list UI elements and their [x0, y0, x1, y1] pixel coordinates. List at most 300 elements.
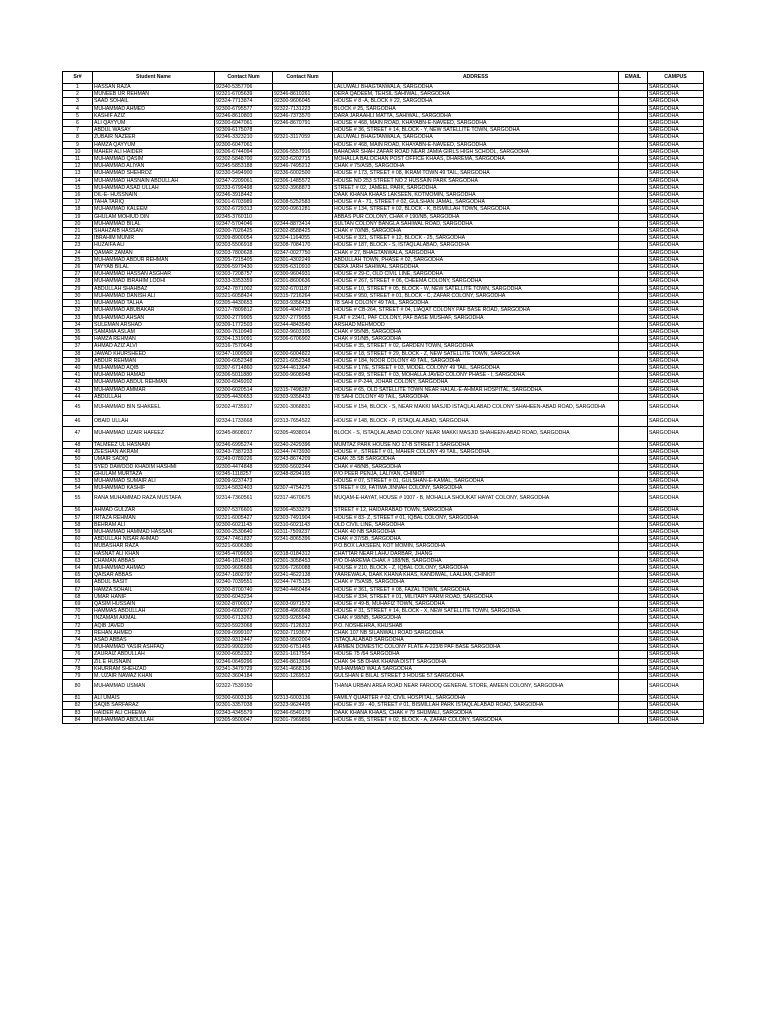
cell-email: [619, 278, 648, 285]
cell-contact-num-2: 92323-9624495: [273, 702, 333, 709]
cell-campus: SARGODHA: [648, 134, 704, 141]
cell-student-name: HUZAIFA ALI: [93, 242, 215, 249]
cell-campus: SARGODHA: [648, 586, 704, 593]
cell-email: [619, 105, 648, 112]
cell-student-name: MAHER ALI HAIDER: [93, 148, 215, 155]
cell-email: [619, 637, 648, 644]
cell-contact-num-2: 92303-9358433: [273, 393, 333, 400]
cell-address: CHAK # 75/ASB, SARGODHA: [333, 579, 619, 586]
cell-campus: SARGODHA: [648, 441, 704, 448]
cell-sr: 11: [63, 156, 93, 163]
cell-contact-num-2: 92306-4040728: [273, 307, 333, 314]
table-row: [63, 393, 704, 400]
cell-contact-num-2: 92306-6706902: [273, 336, 333, 343]
cell-email: [619, 235, 648, 242]
cell-student-name: ZAURAIZ ABDULLAH: [93, 651, 215, 658]
table-row: [63, 278, 704, 285]
cell-address: OLD CIVIL LINE, SARGODHA: [333, 521, 619, 528]
cell-email: [619, 680, 648, 695]
cell-contact-num-1: 92300-7610949: [215, 328, 273, 335]
cell-campus: SARGODHA: [648, 601, 704, 608]
cell-student-name: ALI QAYYUM: [93, 120, 215, 127]
cell-student-name: IRTAZA REHMAN: [93, 514, 215, 521]
cell-contact-num-1: 92301-6703989: [215, 199, 273, 206]
cell-campus: SARGODHA: [648, 321, 704, 328]
cell-sr: 8: [63, 134, 93, 141]
cell-sr: 21: [63, 228, 93, 235]
cell-campus: SARGODHA: [648, 278, 704, 285]
cell-student-name: MUHAMMAD BILAL: [93, 220, 215, 227]
header-campus: CAMPUS: [648, 72, 704, 84]
cell-contact-num-2: 92311-7509237: [273, 528, 333, 535]
cell-address: CHAK # 37/SB, SARGODHA: [333, 536, 619, 543]
cell-contact-num-2: 92321-3117059: [273, 134, 333, 141]
cell-contact-num-2: 92346-8613694: [273, 658, 333, 665]
table-row: [63, 386, 704, 393]
cell-address: MUHAMMAD WALA SARGODHA: [333, 665, 619, 672]
cell-email: [619, 379, 648, 386]
cell-contact-num-2: 92301-7126312: [273, 622, 333, 629]
cell-student-name: KHURRAM SHEHZAD: [93, 665, 215, 672]
table-row: [63, 336, 704, 343]
cell-contact-num-2: [273, 343, 333, 350]
cell-contact-num-1: 92347-1802797: [215, 572, 273, 579]
cell-campus: SARGODHA: [648, 249, 704, 256]
cell-contact-num-1: 92306-5011880: [215, 372, 273, 379]
cell-contact-num-2: 92302-8588425: [273, 228, 333, 235]
cell-sr: 65: [63, 572, 93, 579]
table-row: [63, 579, 704, 586]
cell-address: HOUSE # 468, MAIN ROAD, KHAYABN-E-NAVEED, SARGODHA: [333, 141, 619, 148]
cell-sr: 54: [63, 485, 93, 492]
table-row: [63, 477, 704, 484]
cell-sr: 76: [63, 651, 93, 658]
cell-sr: 82: [63, 702, 93, 709]
cell-contact-num-2: 92306-4533279: [273, 507, 333, 514]
cell-campus: SARGODHA: [648, 415, 704, 426]
cell-sr: 60: [63, 536, 93, 543]
cell-student-name: ABDUR REHMAN: [93, 357, 215, 364]
cell-contact-num-2: [273, 543, 333, 550]
cell-campus: SARGODHA: [648, 579, 704, 586]
cell-student-name: QAMAR ZAMAN: [93, 249, 215, 256]
cell-student-name: TAYYAB BILAL: [93, 264, 215, 271]
table-row: [63, 470, 704, 477]
cell-campus: SARGODHA: [648, 543, 704, 550]
cell-email: [619, 716, 648, 723]
cell-sr: 77: [63, 658, 93, 665]
cell-campus: SARGODHA: [648, 220, 704, 227]
cell-student-name: ABDULLAH SHAHBAZ: [93, 285, 215, 292]
cell-campus: SARGODHA: [648, 477, 704, 484]
cell-address: HOUSE # 8 -A, BLOCK # 22, SARGODHA: [333, 98, 619, 105]
cell-contact-num-1: 92346-6995274: [215, 441, 273, 448]
cell-email: [619, 564, 648, 571]
cell-contact-num-2: 92303-7491904: [273, 514, 333, 521]
cell-contact-num-1: 92300-2779905: [215, 314, 273, 321]
cell-contact-num-1: 92320-9902200: [215, 644, 273, 651]
cell-email: [619, 456, 648, 463]
table-row: [63, 271, 704, 278]
cell-sr: 57: [63, 514, 93, 521]
cell-contact-num-1: 92301-3357038: [215, 702, 273, 709]
cell-address: CHAK # 48/NB, SARGODHA: [333, 463, 619, 470]
cell-contact-num-2: 92340-4460484: [273, 586, 333, 593]
cell-sr: 30: [63, 292, 93, 299]
cell-campus: SARGODHA: [648, 292, 704, 299]
cell-student-name: MUHAMMAD ABDULLAH: [93, 716, 215, 723]
cell-sr: 72: [63, 622, 93, 629]
cell-sr: 80: [63, 680, 93, 695]
cell-student-name: HASSAN RAZA: [93, 84, 215, 91]
cell-student-name: ABDULLAH NISAR AHMAD: [93, 536, 215, 543]
cell-campus: SARGODHA: [648, 105, 704, 112]
cell-address: HOUSE # 85, STREET # 02, BLOCK - A, ZAFAR COLONY, SARGODHA: [333, 716, 619, 723]
table-row: [63, 702, 704, 709]
cell-campus: SARGODHA: [648, 307, 704, 314]
header-address: ADDRESS: [333, 72, 619, 84]
cell-email: [619, 213, 648, 220]
table-row: [63, 156, 704, 163]
cell-email: [619, 608, 648, 615]
cell-student-name: MUHAMMAD USMAN: [93, 680, 215, 695]
cell-contact-num-1: 92306-5979430: [215, 264, 273, 271]
cell-contact-num-1: 92300-6047061: [215, 141, 273, 148]
cell-campus: SARGODHA: [648, 372, 704, 379]
table-row: [63, 192, 704, 199]
cell-contact-num-2: 92304-1164055: [273, 235, 333, 242]
cell-address: THANA URBAN AREA ROAD NEAR FAROOQ GENERAL STORE, AMEEN COLONY, SARGODHA: [333, 680, 619, 695]
cell-student-name: ZEESHAN AKRAM: [93, 449, 215, 456]
cell-student-name: ABDULLAH: [93, 393, 215, 400]
cell-student-name: HASNAT ALI KHAN: [93, 550, 215, 557]
cell-contact-num-1: 92300-4474848: [215, 463, 273, 470]
cell-contact-num-2: 92317-4670675: [273, 492, 333, 507]
cell-address: CHAK # 27, BHAGTANWALA, SARGODHA: [333, 249, 619, 256]
cell-contact-num-2: 92347-0027750: [273, 249, 333, 256]
table-row: [63, 492, 704, 507]
cell-email: [619, 184, 648, 191]
cell-contact-num-1: 92347-5704046: [215, 220, 273, 227]
cell-address: P/O PEER PENJA, LALIYAN, CHINIOT: [333, 470, 619, 477]
cell-contact-num-1: 92347-1009509: [215, 350, 273, 357]
cell-student-name: CHAMAN ABBAS: [93, 557, 215, 564]
cell-sr: 29: [63, 285, 93, 292]
cell-student-name: ZUBAIR NAZEER: [93, 134, 215, 141]
table-row: [63, 364, 704, 371]
cell-contact-num-2: 92300-5602344: [273, 463, 333, 470]
cell-campus: SARGODHA: [648, 572, 704, 579]
table-row: [63, 680, 704, 695]
cell-sr: 31: [63, 300, 93, 307]
cell-sr: 78: [63, 665, 93, 672]
cell-student-name: MUHAMMAD AQIB: [93, 364, 215, 371]
table-row: [63, 608, 704, 615]
cell-sr: 19: [63, 213, 93, 220]
cell-email: [619, 285, 648, 292]
table-row: [63, 120, 704, 127]
cell-contact-num-2: 92301-4302249: [273, 256, 333, 263]
cell-contact-num-2: [273, 477, 333, 484]
table-row: [63, 644, 704, 651]
cell-student-name: BEHRAM ALI: [93, 521, 215, 528]
cell-sr: 37: [63, 343, 93, 350]
cell-sr: 22: [63, 235, 93, 242]
cell-contact-num-1: 92303-7208757: [215, 271, 273, 278]
cell-campus: SARGODHA: [648, 199, 704, 206]
cell-contact-num-2: 92305-4938014: [273, 426, 333, 441]
cell-contact-num-2: 92348-8294165: [273, 470, 333, 477]
table-row: [63, 622, 704, 629]
cell-campus: SARGODHA: [648, 557, 704, 564]
cell-contact-num-2: 92308-5252583: [273, 199, 333, 206]
cell-address: HOUSE # 17/E, STREET # 03, MODEL COLONY 49 TAIL, SARGODHA: [333, 364, 619, 371]
cell-contact-num-1: 92307-6714860: [215, 364, 273, 371]
cell-contact-num-2: 92318-0184312: [273, 550, 333, 557]
cell-sr: 24: [63, 249, 93, 256]
cell-contact-num-2: [273, 127, 333, 134]
table-row: [63, 463, 704, 470]
cell-student-name: MUHAMMAD AHMED: [93, 105, 215, 112]
cell-campus: SARGODHA: [648, 177, 704, 184]
cell-address: DAAK KHANA KHAAS, CHAK # 79 SHUMALI, SARGODHA: [333, 709, 619, 716]
cell-student-name: MUHAMMAD SHEHROZ: [93, 170, 215, 177]
cell-address: HOUSE # 31, STREET # 14, BLOCK - X, NEW SATELLITE TOWN, SARGODHA: [333, 608, 619, 615]
cell-sr: 35: [63, 328, 93, 335]
cell-contact-num-1: 92342-7871002: [215, 285, 273, 292]
cell-student-name: QASIM HUSSAIN: [93, 601, 215, 608]
cell-sr: 10: [63, 148, 93, 155]
cell-contact-num-2: 92307-2779955: [273, 314, 333, 321]
cell-email: [619, 242, 648, 249]
cell-campus: SARGODHA: [648, 400, 704, 415]
cell-contact-num-2: 92306-5557916: [273, 148, 333, 155]
cell-student-name: MUHAMMAD ALIYAN: [93, 163, 215, 170]
cell-contact-num-1: 92300-6003136: [215, 695, 273, 702]
cell-contact-num-1: 92349-0789226: [215, 456, 273, 463]
cell-sr: 51: [63, 463, 93, 470]
cell-student-name: TAHA TARIQ: [93, 199, 215, 206]
cell-email: [619, 156, 648, 163]
table-row: [63, 350, 704, 357]
cell-sr: 4: [63, 105, 93, 112]
cell-contact-num-1: 92320-5923068: [215, 622, 273, 629]
cell-email: [619, 249, 648, 256]
cell-address: MOHALLA BALOCHAN POST OFFICE KHAAS, DHAREMA, SARGODHA: [333, 156, 619, 163]
cell-email: [619, 507, 648, 514]
cell-email: [619, 141, 648, 148]
cell-contact-num-1: 92333-6799498: [215, 184, 273, 191]
cell-address: HOUSE # 39 - 40, STREET # 01, BISMILLAH PARK ISTAQLALABAD ROAD, SARGODHA: [333, 702, 619, 709]
cell-address: CHAK 40 NB SARGODHA: [333, 528, 619, 535]
cell-address: BAHADAR SHAH ZAFAR ROAD NEAR JAMIA GIRLS HIGH SCHOOL, SARGODHA: [333, 148, 619, 155]
cell-contact-num-1: 92300-2530640: [215, 528, 273, 535]
cell-address: STREET # 12, HAIDARABAD TOWN, SARGODHA: [333, 507, 619, 514]
table-row: [63, 98, 704, 105]
cell-contact-num-2: 92303-9265942: [273, 615, 333, 622]
cell-student-name: MUHAMMAD UZAIR HAFEEZ: [93, 426, 215, 441]
cell-contact-num-2: 92300-6751465: [273, 644, 333, 651]
cell-student-name: MUHAMMAD HAMMAD HASSAN: [93, 528, 215, 535]
cell-contact-num-1: 92345-3760110: [215, 213, 273, 220]
cell-email: [619, 528, 648, 535]
cell-email: [619, 386, 648, 393]
cell-address: STREET # 09, FATIMA JINNAH COLONY, SARGODHA: [333, 485, 619, 492]
cell-address: AIRMEN DOMESTIC COLONY FLATE A-223/8 PAF BASE SARGODHA: [333, 644, 619, 651]
table-row: [63, 343, 704, 350]
cell-contact-num-1: 92330-5494900: [215, 170, 273, 177]
cell-address: HOUSE # CB-264, STREET # 04, LIAQAT COLONY PAF BASE ROAD, SARGODHA: [333, 307, 619, 314]
cell-address: ABBAS PUR COLONY, CHAK # 190/NB, SARGODHA: [333, 213, 619, 220]
cell-student-name: INZAMAM AKMAL: [93, 615, 215, 622]
cell-sr: 79: [63, 673, 93, 680]
cell-contact-num-2: 92322-7131223: [273, 105, 333, 112]
cell-contact-num-2: 92301-8600636: [273, 278, 333, 285]
cell-sr: 66: [63, 579, 93, 586]
table-row: [63, 199, 704, 206]
cell-contact-num-1: 92302-8700017: [215, 601, 273, 608]
cell-email: [619, 644, 648, 651]
table-row: [63, 514, 704, 521]
cell-address: HOUSE # 83- Z, STREET # 01, IQBAL COLONY, SARGODHA: [333, 514, 619, 521]
cell-email: [619, 300, 648, 307]
cell-sr: 9: [63, 141, 93, 148]
cell-address: HOUSE # 07, STREET # 01, GULSHAN-E-KAMAL, SARGODHA: [333, 477, 619, 484]
cell-contact-num-1: 92324-7713874: [215, 98, 273, 105]
cell-email: [619, 336, 648, 343]
cell-contact-num-1: 92346-3918442: [215, 192, 273, 199]
cell-contact-num-2: 92302-7193677: [273, 629, 333, 636]
cell-address: HOUSE # 65, OLD SATELLITE TOWN NEAR HALAL-E-AHMAR HOSPITAL, SARGODHA: [333, 386, 619, 393]
cell-sr: 58: [63, 521, 93, 528]
table-row: [63, 177, 704, 184]
cell-contact-num-1: 92309-0999107: [215, 629, 273, 636]
cell-sr: 42: [63, 379, 93, 386]
cell-contact-num-2: 92344-7475125: [273, 579, 333, 586]
cell-email: [619, 463, 648, 470]
table-row: [63, 507, 704, 514]
cell-campus: SARGODHA: [648, 615, 704, 622]
table-row: [63, 112, 704, 119]
table-row: [63, 357, 704, 364]
cell-address: HOUSE # 950, STREET # 01, BLOCK - C, ZAFAR COLONY, SARGODHA: [333, 292, 619, 299]
cell-contact-num-2: 92306-7260088: [273, 564, 333, 571]
cell-email: [619, 449, 648, 456]
cell-contact-num-1: 92340-7039551: [215, 579, 273, 586]
cell-address: 78 SAHI COLONY 49 TAIL, SARGODHA: [333, 393, 619, 400]
table-row: [63, 84, 704, 91]
cell-email: [619, 629, 648, 636]
cell-email: [619, 177, 648, 184]
cell-email: [619, 673, 648, 680]
cell-address: CHAK # 95/NB, SARGODHA: [333, 328, 619, 335]
cell-student-name: MUHAMMAD KALEEM: [93, 206, 215, 213]
cell-contact-num-2: 92313-7654522: [273, 415, 333, 426]
cell-student-name: MUHAMMAD DANISH ALI: [93, 292, 215, 299]
cell-student-name: MUHAMMAD ASAD ULLAH: [93, 184, 215, 191]
cell-campus: SARGODHA: [648, 328, 704, 335]
cell-sr: 13: [63, 170, 93, 177]
table-row: [63, 441, 704, 448]
cell-email: [619, 579, 648, 586]
cell-contact-num-1: 92302-5848700: [215, 156, 273, 163]
cell-email: [619, 492, 648, 507]
cell-campus: SARGODHA: [648, 242, 704, 249]
cell-campus: SARGODHA: [648, 393, 704, 400]
cell-email: [619, 470, 648, 477]
table-row: [63, 528, 704, 535]
cell-sr: 50: [63, 456, 93, 463]
cell-email: [619, 321, 648, 328]
cell-campus: SARGODHA: [648, 629, 704, 636]
cell-contact-num-1: 92309-1772503: [215, 321, 273, 328]
cell-contact-num-2: 92300-9608948: [273, 372, 333, 379]
student-table: [62, 71, 704, 724]
cell-email: [619, 615, 648, 622]
cell-campus: SARGODHA: [648, 521, 704, 528]
cell-address: HOUSE # 29-C, OLD CIVIL LINE, SARGODHA: [333, 271, 619, 278]
cell-sr: 28: [63, 278, 93, 285]
table-row: [63, 134, 704, 141]
cell-campus: SARGODHA: [648, 716, 704, 723]
cell-student-name: MUHAMMAD KASHIF: [93, 485, 215, 492]
cell-campus: SARGODHA: [648, 449, 704, 456]
cell-campus: SARGODHA: [648, 120, 704, 127]
table-row: [63, 651, 704, 658]
cell-sr: 6: [63, 120, 93, 127]
cell-contact-num-2: 92346-8670791: [273, 120, 333, 127]
cell-student-name: DIL-E- HUSSNAIN: [93, 192, 215, 199]
cell-address: HOUSE # 187, BLOCK - S, ISTAQLALABAD, SARGODHA: [333, 242, 619, 249]
cell-contact-num-1: 92300-7026425: [215, 228, 273, 235]
cell-campus: SARGODHA: [648, 300, 704, 307]
cell-email: [619, 199, 648, 206]
cell-contact-num-2: 92303-6202715: [273, 156, 333, 163]
cell-sr: 46: [63, 415, 93, 426]
cell-campus: SARGODHA: [648, 637, 704, 644]
cell-contact-num-1: 92305-7215405: [215, 256, 273, 263]
cell-student-name: QAISAR ABBAS: [93, 572, 215, 579]
cell-campus: SARGODHA: [648, 213, 704, 220]
cell-student-name: MUHAMMAD HASSAN ASGHAR: [93, 271, 215, 278]
table-row: [63, 91, 704, 98]
cell-campus: SARGODHA: [648, 644, 704, 651]
cell-campus: SARGODHA: [648, 593, 704, 600]
table-header-row: [63, 72, 704, 84]
cell-address: DAAK KHANA KHAAS LAKSEEN, KOTMOMIN, SARGODHA: [333, 192, 619, 199]
cell-campus: SARGODHA: [648, 235, 704, 242]
cell-contact-num-1: 92300-6052322: [215, 651, 273, 658]
cell-contact-num-2: 92336-6002500: [273, 170, 333, 177]
cell-address: HOUSE # P-244, JOHAR COLONY, SARGODHA: [333, 379, 619, 386]
cell-contact-num-1: 92305-9500047: [215, 716, 273, 723]
table-row: [63, 184, 704, 191]
cell-campus: SARGODHA: [648, 184, 704, 191]
cell-address: P.O. NOSHEHRA, KHUSHAB: [333, 622, 619, 629]
cell-address: DERA JARH SAHIWAL SARGODHA: [333, 264, 619, 271]
cell-campus: SARGODHA: [648, 695, 704, 702]
cell-address: CHAK 107 NB SILANWALI ROAD SARGODHA: [333, 629, 619, 636]
cell-email: [619, 593, 648, 600]
cell-contact-num-2: 92313-6003136: [273, 695, 333, 702]
cell-address: ABDULLAH TOWN, PHASE # 02, SARGODHA: [333, 256, 619, 263]
cell-contact-num-2: 92344-4613647: [273, 364, 333, 371]
cell-campus: SARGODHA: [648, 112, 704, 119]
cell-student-name: MUBASHAR RAZA: [93, 543, 215, 550]
cell-address: HOUSE # 321, STREET # 12, BLOCK - 25, SARGODHA: [333, 235, 619, 242]
table-row: [63, 264, 704, 271]
cell-address: DERA QADEEM, TEHSIL SAHIWAL, SARGODHA: [333, 91, 619, 98]
